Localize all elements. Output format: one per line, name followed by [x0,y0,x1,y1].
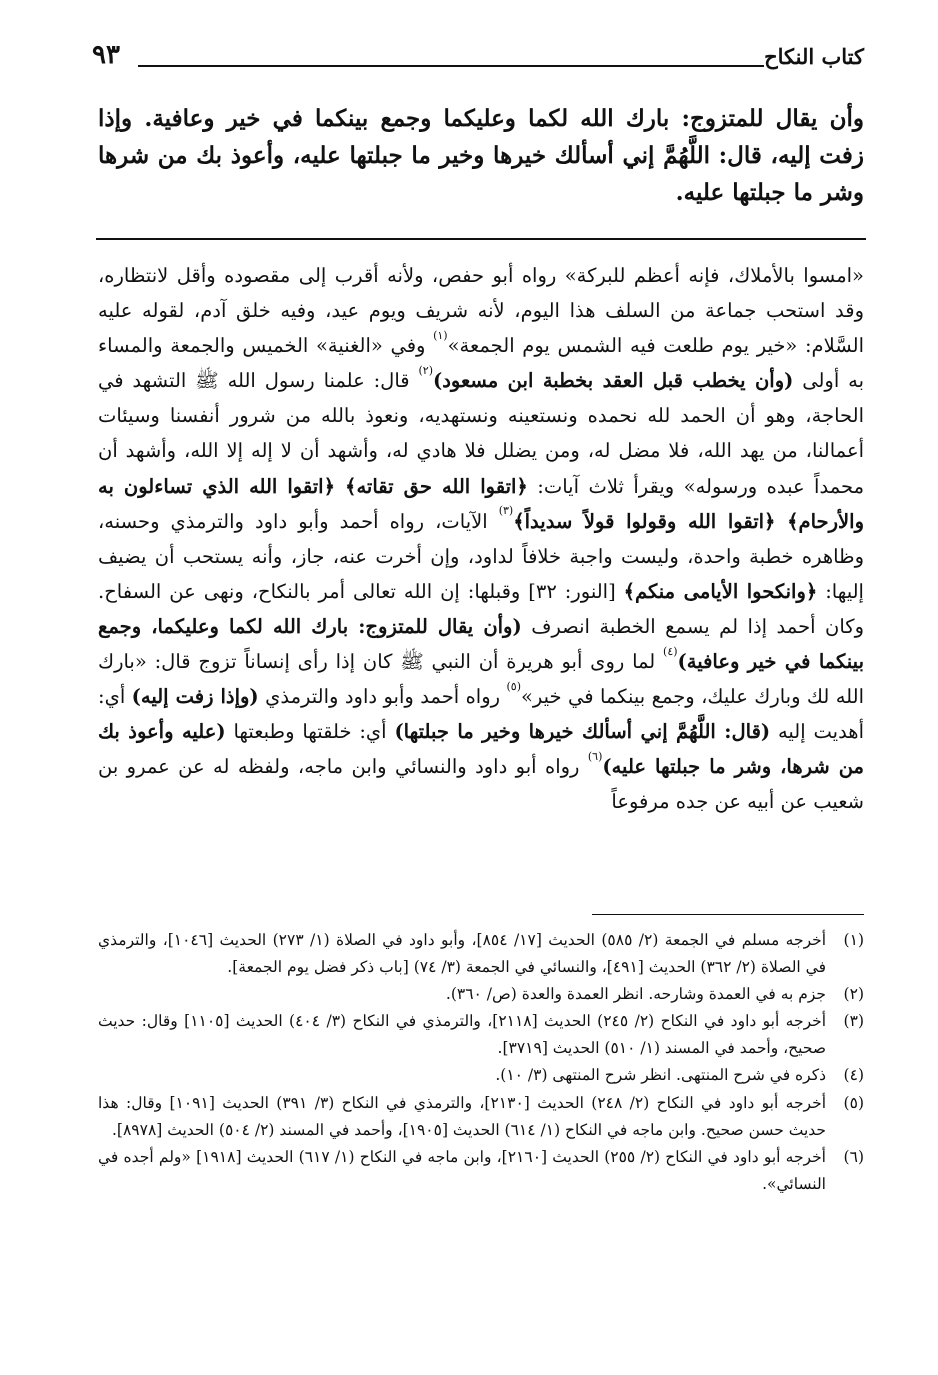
quran-verse: ﴿وانكحوا الأيامى منكم﴾ [623,579,818,603]
commentary-text: رواه أحمد وأبو داود والترمذي [258,685,507,709]
quoted-matn: (وأن يخطب قبل العقد بخطبة ابن مسعود) [433,369,794,393]
quoted-matn: (عليه وأعوذ بك من شرها، وشر ما جبلتها عليه) [98,720,864,779]
footnote-text: أخرجه أبو داود في النكاح (٢/ ٢٥٥) الحديث [٢١٦٠]، وابن ماجه في النكاح (١/ ٦١٧) الحديث [١٩١٨] «ولم أجده في النسائي». [98,1147,826,1193]
footnote-ref: (٣) [498,504,514,518]
footnote-number: (٦) [843,1147,864,1166]
main-text [98,100,864,211]
main-text-paragraph: وأن يقال للمتزوج: بارك الله لكما وعليكما وجمع بينكما في خير وعافية. وإذا زفت إليه، قال: اللَّهُمَّ إني أسألك خيرها وخير ما جبلتها عليه، وأعوذ بك من شرها وشر ما جبلتها عليه. [98,105,864,206]
quran-verses: ﴿اتقوا الله حق تقاته﴾ ﴿اتقوا الله الذي تساءلون به والأرحام﴾ ﴿اتقوا الله وقولوا قولاً سديداً﴾ [98,474,864,533]
footnote-item [98,1144,864,1198]
footnote-number: (٢) [843,985,864,1004]
commentary-text: أي: خلقتها وطبعتها [225,720,395,744]
footnote-ref: (٥) [506,679,521,693]
page-number: ٩٣ [92,40,120,70]
commentary-paragraph [98,258,864,820]
footnote-item [98,981,864,1008]
footnote-text: أخرجه أبو داود في النكاح (٢/ ٢٤٥) الحديث [٢١١٨]، والترمذي في النكاح (٣/ ٤٠٤) الحديث [١١٠٥] وقال: حديث صحيح، وأحمد في المسند (١/ ٥١٠) الحديث [٣٧١٩]. [98,1012,827,1058]
footnote-text: جزم به في العمدة وشارحه. انظر العمدة والعدة (ص/ ٣٦٠). [445,985,826,1004]
commentary-text: «امسوا بالأملاك، فإنه أعظم للبركة» رواه أبو حفص، ولأنه أقرب إلى مقصوده وأقل لانتظاره، وقد استحب جماعة من السلف هذا اليوم، لأنه شريف ويوم عيد، وفيه خلق آدم، لقوله عليه السَّلام: «خير يوم طلعت فيه الشمس يوم الجمعة» [98,264,864,358]
footnote-text: ذكره في شرح المنتهى. انظر شرح المنتهى (٣/ ١٠). [495,1066,826,1085]
footnote-number: (٥) [843,1093,864,1112]
footnote-text: أخرجه مسلم في الجمعة (٢/ ٥٨٥) الحديث [١٧/ ٨٥٤]، وأبو داود في الصلاة (١/ ٢٧٣) الحديث [١٠٤٦]، والترمذي في الصلاة (٢/ ٣٦٢) الحديث [٤٩١]، والنسائي في الجمعة (٣/ ٧٤) [باب ذكر فضل يوم الجمعة]. [98,931,827,977]
matn-separator [96,238,866,240]
footnotes [98,927,864,1198]
footnote-number: (٤) [843,1066,864,1085]
footnote-number: (١) [843,931,864,949]
quoted-matn: (قال: اللَّهُمَّ إني أسألك خيرها وخير ما جبلتها) [394,720,771,744]
commentary-text: [النور: ٣٢] وقبلها: إن الله تعالى أمر بالنكاح، ونهى عن السفاح. وكان أحمد إذا لم يسمع الخطبة انصرف [98,579,864,638]
footnote-item [98,1062,864,1089]
page-header [92,38,864,78]
footnote-ref: (٢) [418,363,433,377]
footnote-item [98,927,864,981]
running-title: كتاب النكاح [764,44,864,69]
commentary-text: أي: أهديت إليه [98,685,865,744]
footnote-separator [592,914,864,915]
quoted-matn: (وإذا زفت إليه) [131,685,259,709]
footnote-item [98,1008,864,1062]
footnote-item [98,1090,864,1144]
commentary-text: لما روى أبو هريرة أن النبي ﷺ كان إذا رأى إنساناً تزوج قال: «بارك الله لك وبارك عليك، وجمع بينكما في خير» [98,650,864,709]
commentary-text: قال: علمنا رسول الله ﷺ التشهد في الحاجة، وهو أن الحمد لله نحمده ونستعينه ونستهديه، ونعوذ بالله من شرور أنفسنا وسيئات أعمالنا، من يهد الله، فلا مضل له، ومن يضلل فلا هادي له، وأشهد أن لا إله إلا الله، وأشهد أن محمداً عبده ورسوله» ويقرأ ثلاث آيات: [98,369,865,498]
footnote-ref: (٦) [587,749,603,763]
footnote-text: أخرجه أبو داود في النكاح (٢/ ٢٤٨) الحديث [٢١٣٠]، والترمذي في النكاح (٣/ ٣٩١) الحديث [١٠٩١] وقال: هذا حديث حسن صحيح. وابن ماجه في النكاح (١/ ٦١٤) الحديث [١٩٠٥]، وأحمد في المسند (٢/ ٥٠٤) الحديث [٨٩٧٨]. [98,1093,826,1139]
footnote-number: (٣) [843,1012,864,1031]
commentary-text: رواه أبو داود والنسائي وابن ماجه، ولفظه له عن عمرو بن شعيب عن أبيه عن جده مرفوعاً [98,755,864,814]
footnote-ref: (١) [433,328,448,342]
footnote-ref: (٤) [663,644,678,658]
commentary-text: وفي «الغنية» الخميس والجمعة والمساء به أولى [98,334,864,393]
header-rule [138,65,764,67]
quoted-matn: (وأن يقال للمتزوج: بارك الله لكما وعليكما، وجمع بينكما في خير وعافية) [98,614,864,674]
commentary [98,258,864,820]
commentary-text: الآيات، رواه أحمد وأبو داود والترمذي وحسنه، وظاهره خطبة واحدة، وليست واجبة خلافاً لداود، وإن أخرت عنه، جاز، وأنه يستحب أن يضيف إليها: [98,509,864,603]
